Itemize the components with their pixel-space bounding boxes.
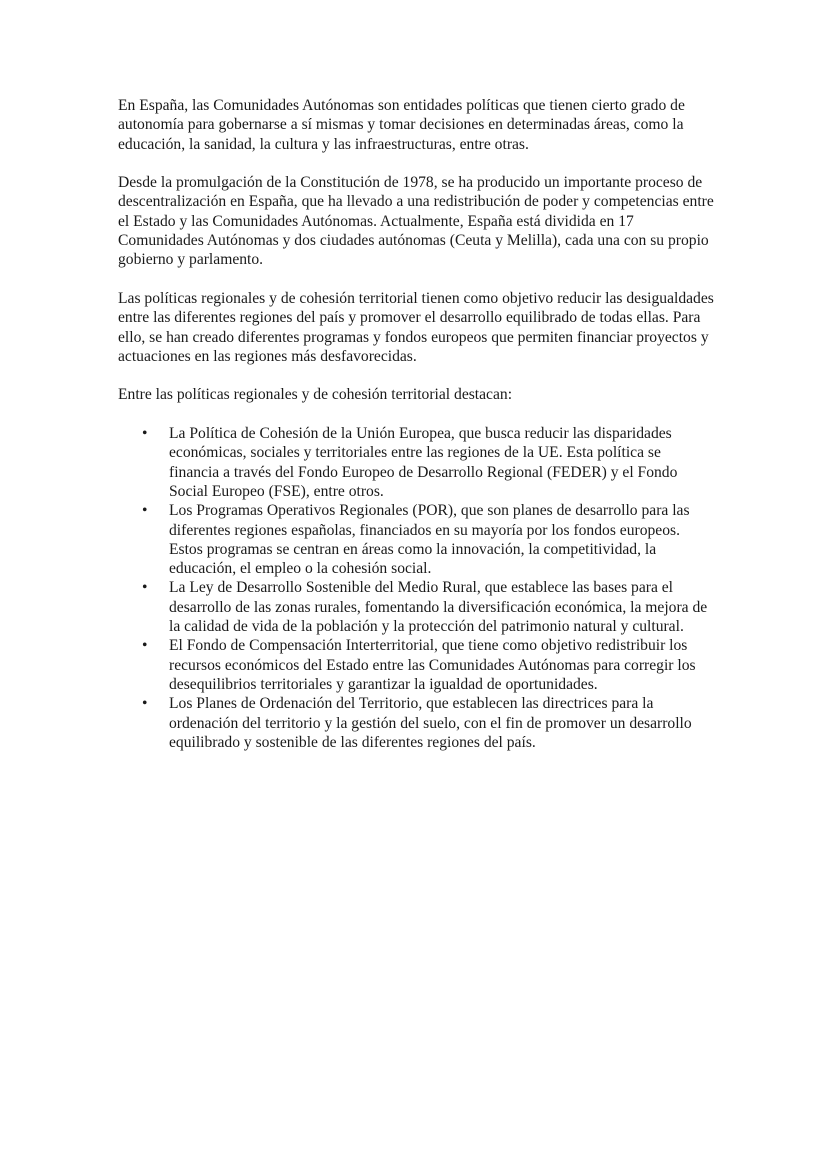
bullet-icon: • — [142, 579, 148, 597]
list-item-text: Los Programas Operativos Regionales (POR), que son planes de desarrollo para las diferentes regiones españolas, financiados en su mayoría por los fondos europeos. Estos programas se centran en áreas como la innovación, la competitividad, la educación, el empleo o la cohesión social. — [169, 502, 690, 578]
list-item — [118, 501, 714, 578]
list-item-text: La Ley de Desarrollo Sostenible del Medio Rural, que establece las bases para el desarrollo de las zonas rurales, fomentando la diversificación económica, la mejora de la calidad de vida de la población y la protección del patrimonio natural y cultural. — [169, 579, 708, 636]
bullet-icon: • — [142, 695, 148, 713]
list-item-text: La Política de Cohesión de la Unión Europea, que busca reducir las disparidades económicas, sociales y territoriales entre las regiones de la UE. Esta política se financia a través del Fondo Europeo de Desarrollo Regional (FEDER) y el Fondo Social Europeo (FSE), entre otros. — [169, 425, 678, 500]
list-item — [118, 424, 714, 501]
bullet-icon: • — [142, 637, 148, 655]
list-item — [118, 636, 714, 694]
paragraph-intro: En España, las Comunidades Autónomas son entidades políticas que tienen cierto grado de autonomía para gobernarse a sí mismas y tomar decisiones en determinadas áreas, como la educación, la sanidad, la cultura y las infraestructuras, entre otras. — [118, 97, 685, 153]
list-item — [118, 694, 714, 752]
paragraph-decentralization: Desde la promulgación de la Constitución de 1978, se ha producido un importante proceso de descentralización en España, que ha llevado a una redistribución de poder y competencias entre el Estado y las Comunidades Autónomas. Actualmente, España está dividida en 17 Comunidades Autónomas y dos ciudades autónomas (Ceuta y Melilla), cada una con su propio gobierno y parlamento. — [118, 174, 714, 269]
paragraph-list-intro: Entre las políticas regionales y de cohesión territorial destacan: — [118, 386, 513, 404]
bullet-icon: • — [142, 425, 148, 443]
policy-list — [118, 424, 714, 752]
list-item-text: El Fondo de Compensación Interterritorial, que tiene como objetivo redistribuir los recursos económicos del Estado entre las Comunidades Autónomas para corregir los desequilibrios territoriales y garantizar la igualdad de oportunidades. — [169, 637, 696, 693]
paragraph-cohesion-policies: Las políticas regionales y de cohesión territorial tienen como objetivo reducir las desigualdades entre las diferentes regiones del país y promover el desarrollo equilibrado de todas ellas. Para ello, se han creado diferentes programas y fondos europeos que permiten financiar proyectos y actuaciones en las regiones más desfavorecidas. — [118, 289, 714, 365]
bullet-icon: • — [142, 502, 148, 520]
list-item — [118, 578, 714, 636]
list-item-text: Los Planes de Ordenación del Territorio, que establecen las directrices para la ordenación del territorio y la gestión del suelo, con el fin de promover un desarrollo equilibrado y sostenible de las diferentes regiones del país. — [169, 695, 692, 751]
document-body — [118, 96, 714, 752]
